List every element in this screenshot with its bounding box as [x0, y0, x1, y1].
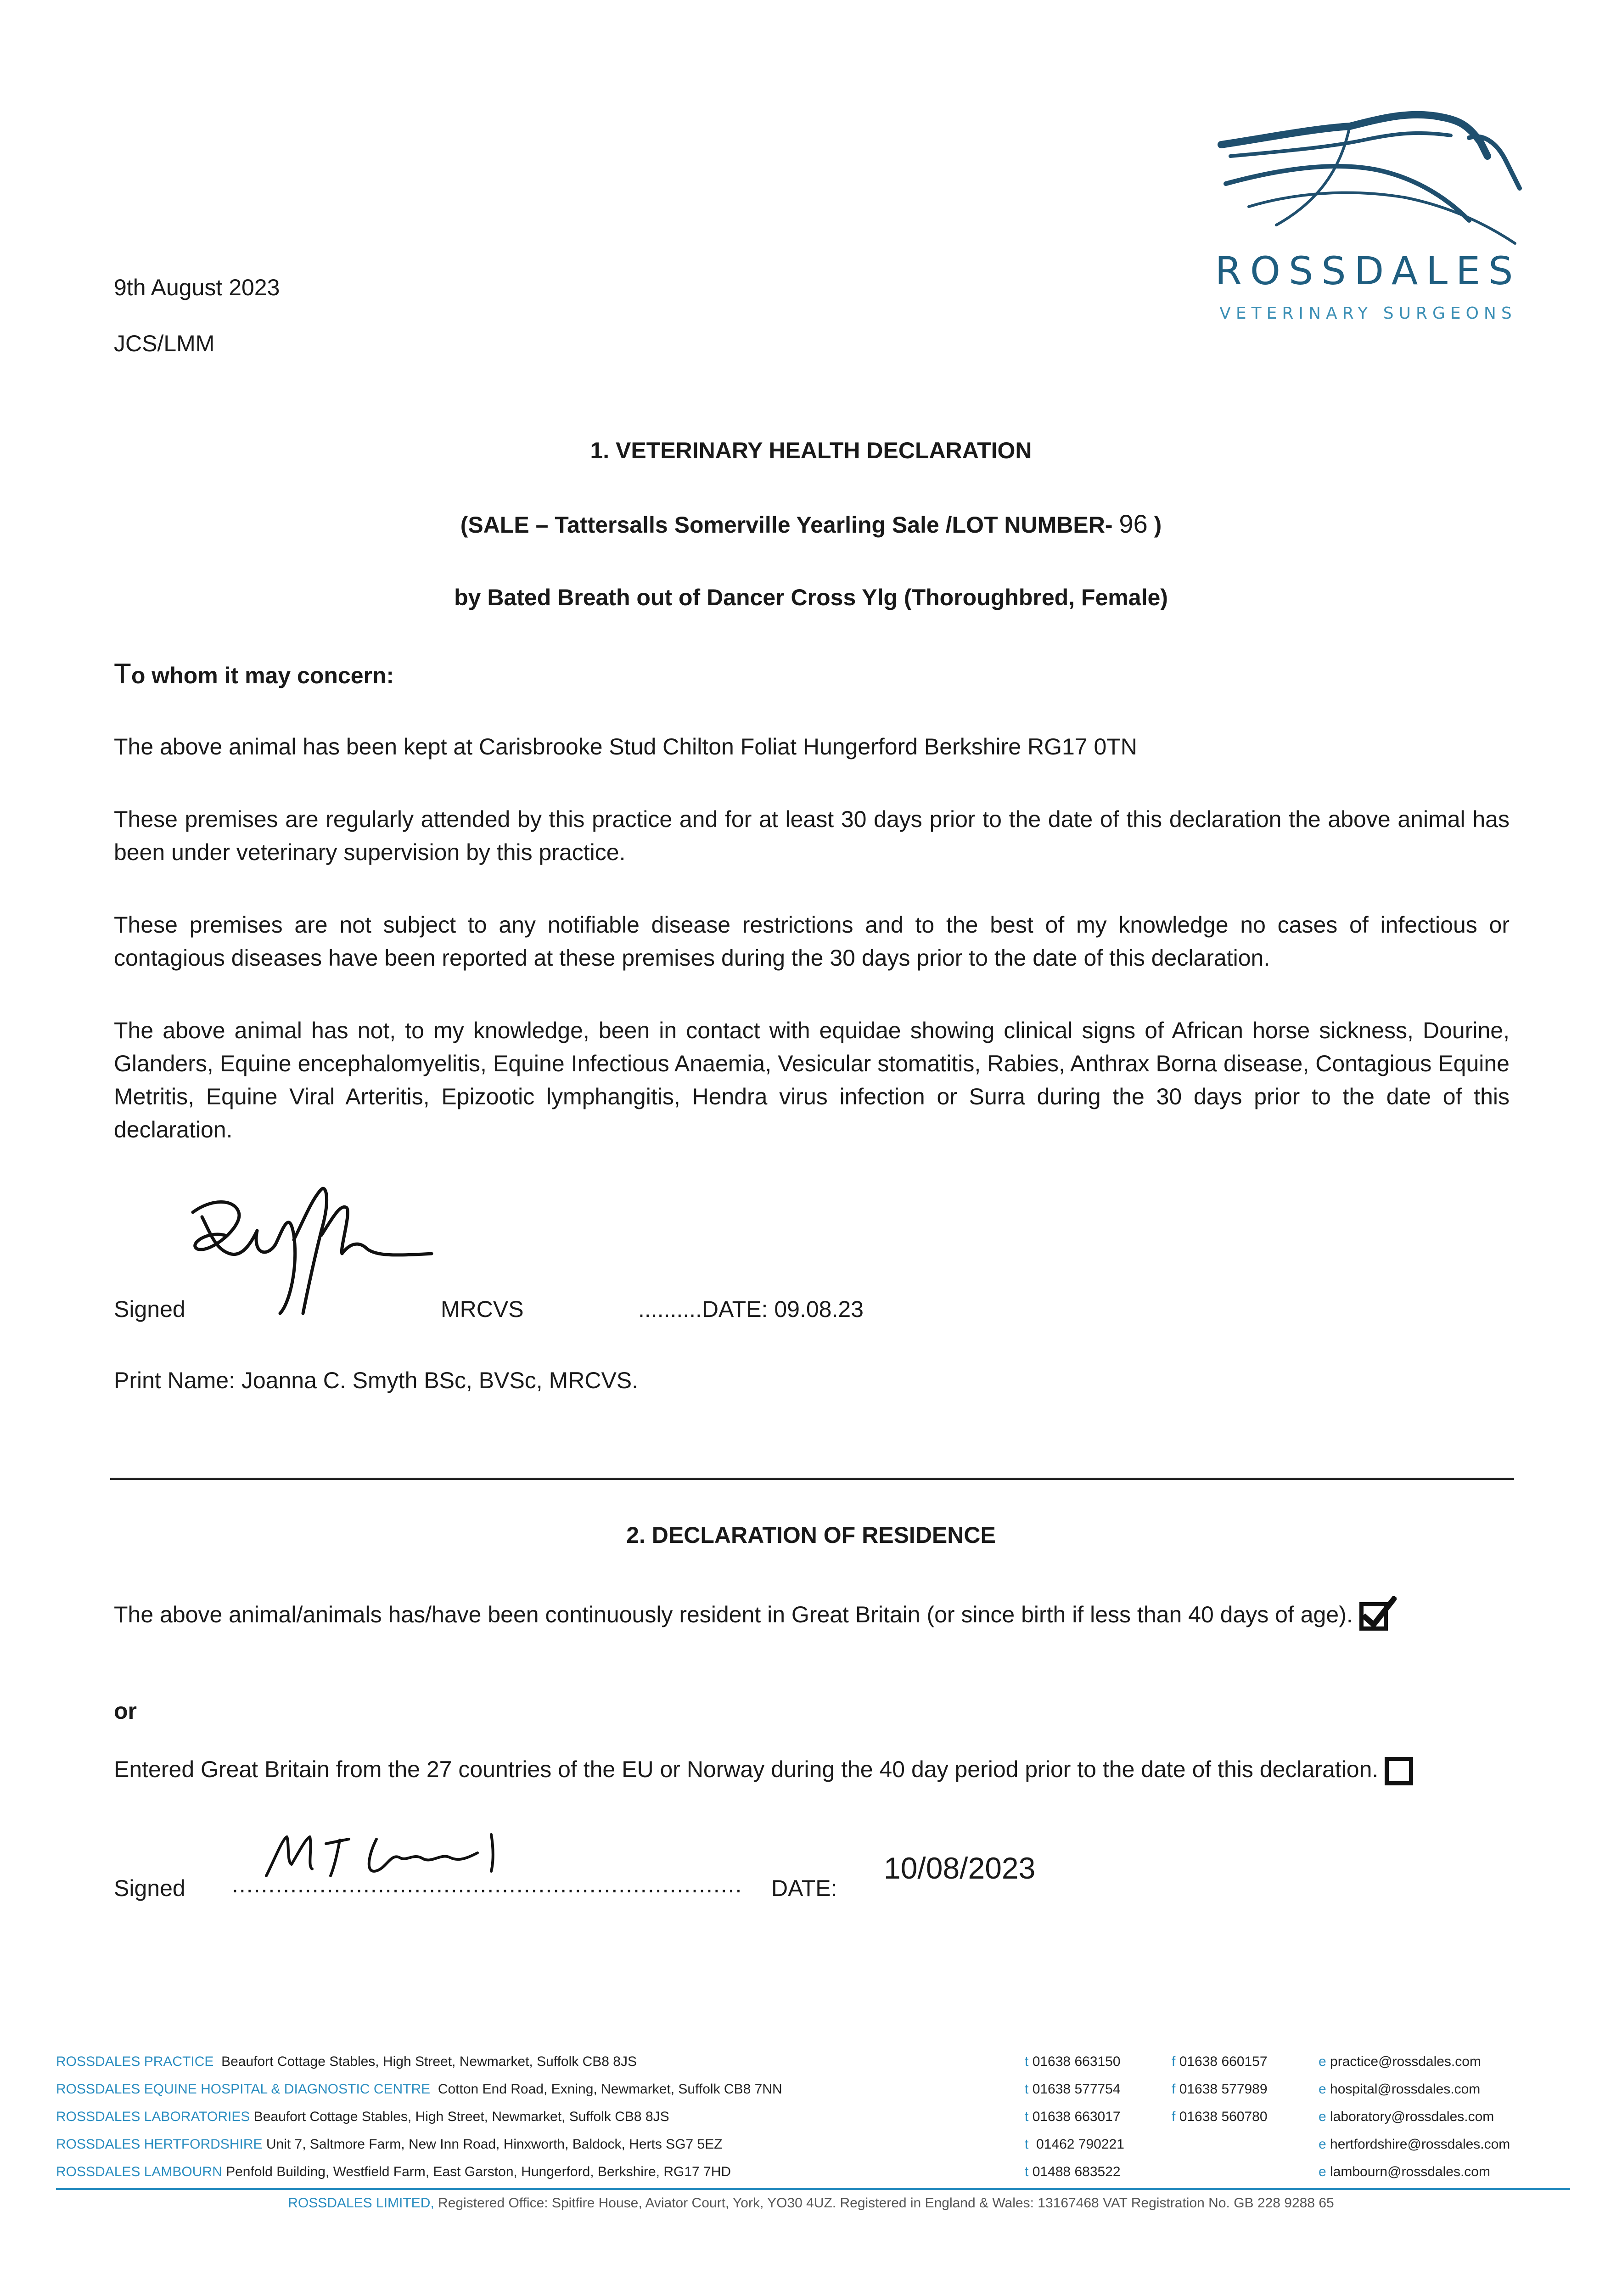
paragraph-restrictions: These premises are not subject to any notifiable disease restrictions and to the best of my knowledge no cases of infectious or contagious diseases have been reported at these premises during the 30 days prior to the date of this declaration.: [114, 912, 1510, 971]
salutation: [114, 658, 394, 692]
footer-row: [56, 2131, 1571, 2158]
salutation-rest: o whom it may concern:: [131, 663, 394, 688]
residence-option-2-text: Entered Great Britain from the 27 countries of the EU or Norway during the 40 day period prior to the date of this declaration.: [114, 1756, 1379, 1782]
footer-fax: f 01638 577989: [1172, 2082, 1268, 2097]
footer-org-address: ROSSDALES LABORATORIES Beaufort Cottage Stables, High Street, Newmarket, Suffolk CB8 8JS: [56, 2109, 669, 2124]
section-1-title: 1. VETERINARY HEALTH DECLARATION: [590, 438, 1032, 463]
signed-label-1: Signed: [114, 1296, 185, 1322]
horse-description: by Bated Breath out of Dancer Cross Ylg (Thoroughbred, Female): [454, 585, 1168, 610]
footer-org-address: ROSSDALES LAMBOURN Penfold Building, Westfield Farm, East Garston, Hungerford, Berkshire, RG17 7HD: [56, 2164, 731, 2179]
footer-email[interactable]: e practice@rossdales.com: [1319, 2054, 1481, 2069]
residence-option-1-checkbox[interactable]: [1359, 1602, 1388, 1631]
date-value-2: 10/08/2023: [884, 1851, 1036, 1885]
letter-date: 9th August 2023: [114, 275, 280, 300]
residence-option-1-text: The above animal/animals has/have been continuously resident in Great Britain (or since birth if less than 40 days of age).: [114, 1602, 1353, 1627]
residence-option-1: [114, 1589, 1436, 1640]
footer-phone: t 01638 663017: [1025, 2109, 1121, 2124]
horse-logo-icon: [1212, 101, 1524, 248]
footer-row: [56, 2048, 1571, 2076]
footer-email[interactable]: e hospital@rossdales.com: [1319, 2082, 1481, 2097]
logo-subtitle: VETERINARY SURGEONS: [1219, 304, 1517, 323]
sale-suffix: ): [1154, 512, 1162, 538]
sale-prefix: (SALE – Tattersalls Somerville Yearling Sale /LOT NUMBER-: [460, 512, 1113, 538]
or-label: or: [114, 1698, 137, 1724]
print-name: Print Name: Joanna C. Smyth BSc, BVSc, MRCVS.: [114, 1367, 639, 1393]
footer-fax: f 01638 560780: [1172, 2109, 1268, 2124]
footer-org-address: ROSSDALES PRACTICE Beaufort Cottage Stables, High Street, Newmarket, Suffolk CB8 8JS: [56, 2054, 637, 2069]
paragraph-contact: The above animal has not, to my knowledge, been in contact with equidae showing clinical signs of African horse sickness, Dourine, Glanders, Equine encephalomyelitis, Equine Infectious Anaemia, Vesicular stomatitis, Rabies, Anthrax Borna disease, Contagious Equine Metritis, Equine Viral Arteritis, Epizootic lymphangitis, Hendra virus infection or Surra during the 30 days prior to the date of this declaration.: [114, 1018, 1510, 1142]
footer-email[interactable]: e lambourn@rossdales.com: [1319, 2164, 1490, 2179]
footer-fax: f 01638 660157: [1172, 2054, 1268, 2069]
footer-org-address: ROSSDALES HERTFORDSHIRE Unit 7, Saltmore Farm, New Inn Road, Hinxworth, Baldock, Herts SG7 5EZ: [56, 2137, 723, 2152]
date-label-2: DATE:: [771, 1875, 837, 1901]
signature-line-2: ......................................................................: [232, 1872, 743, 1897]
section-divider: [110, 1478, 1514, 1480]
signature-date-1: ..........DATE: 09.08.23: [638, 1296, 864, 1322]
paragraph-supervision: These premises are regularly attended by this practice and for at least 30 days prior to the date of this declaration the above animal has been under veterinary supervision by this practice.: [114, 806, 1510, 865]
footer-phone: t 01488 683522: [1025, 2164, 1121, 2179]
checkmark-icon: [1360, 1596, 1397, 1633]
footer-registered-office: ROSSDALES LIMITED, Registered Office: Spitfire House, Aviator Court, York, YO30 4UZ. Registered in England & Wales: 13167468 VAT Registration No. GB 228 9288 65: [288, 2195, 1334, 2211]
logo-wordmark: ROSSDALES: [1215, 248, 1521, 293]
footer-row: [56, 2158, 1571, 2186]
footer-email[interactable]: e hertfordshire@rossdales.com: [1319, 2137, 1510, 2152]
footer-phone: t 01462 790221: [1025, 2137, 1124, 2152]
mrcvs-label: MRCVS: [441, 1296, 524, 1322]
footer-row: [56, 2103, 1571, 2131]
company-logo: [1212, 101, 1524, 340]
footer-phone: t 01638 663150: [1025, 2054, 1121, 2069]
signed-label-2: Signed: [114, 1875, 185, 1901]
residence-option-2-checkbox[interactable]: [1385, 1757, 1413, 1785]
footer-phone: t 01638 577754: [1025, 2082, 1121, 2097]
section-2-title: 2. DECLARATION OF RESIDENCE: [626, 1522, 996, 1548]
paragraph-premises: The above animal has been kept at Carisbrooke Stud Chilton Foliat Hungerford Berkshire RG17 0TN: [114, 734, 1137, 760]
lot-number: 96: [1119, 509, 1148, 538]
vet-signature-image: [184, 1180, 441, 1318]
footer-row: [56, 2076, 1571, 2103]
footer-org-address: ROSSDALES EQUINE HOSPITAL & DIAGNOSTIC CENTRE Cotton End Road, Exning, Newmarket, Suffolk CB8 7NN: [56, 2082, 782, 2097]
residence-option-2: [114, 1744, 1436, 1795]
sale-line: [0, 507, 1622, 541]
salutation-first-letter: T: [114, 658, 131, 690]
footer-email[interactable]: e laboratory@rossdales.com: [1319, 2109, 1494, 2124]
letter-reference: JCS/LMM: [114, 331, 215, 356]
